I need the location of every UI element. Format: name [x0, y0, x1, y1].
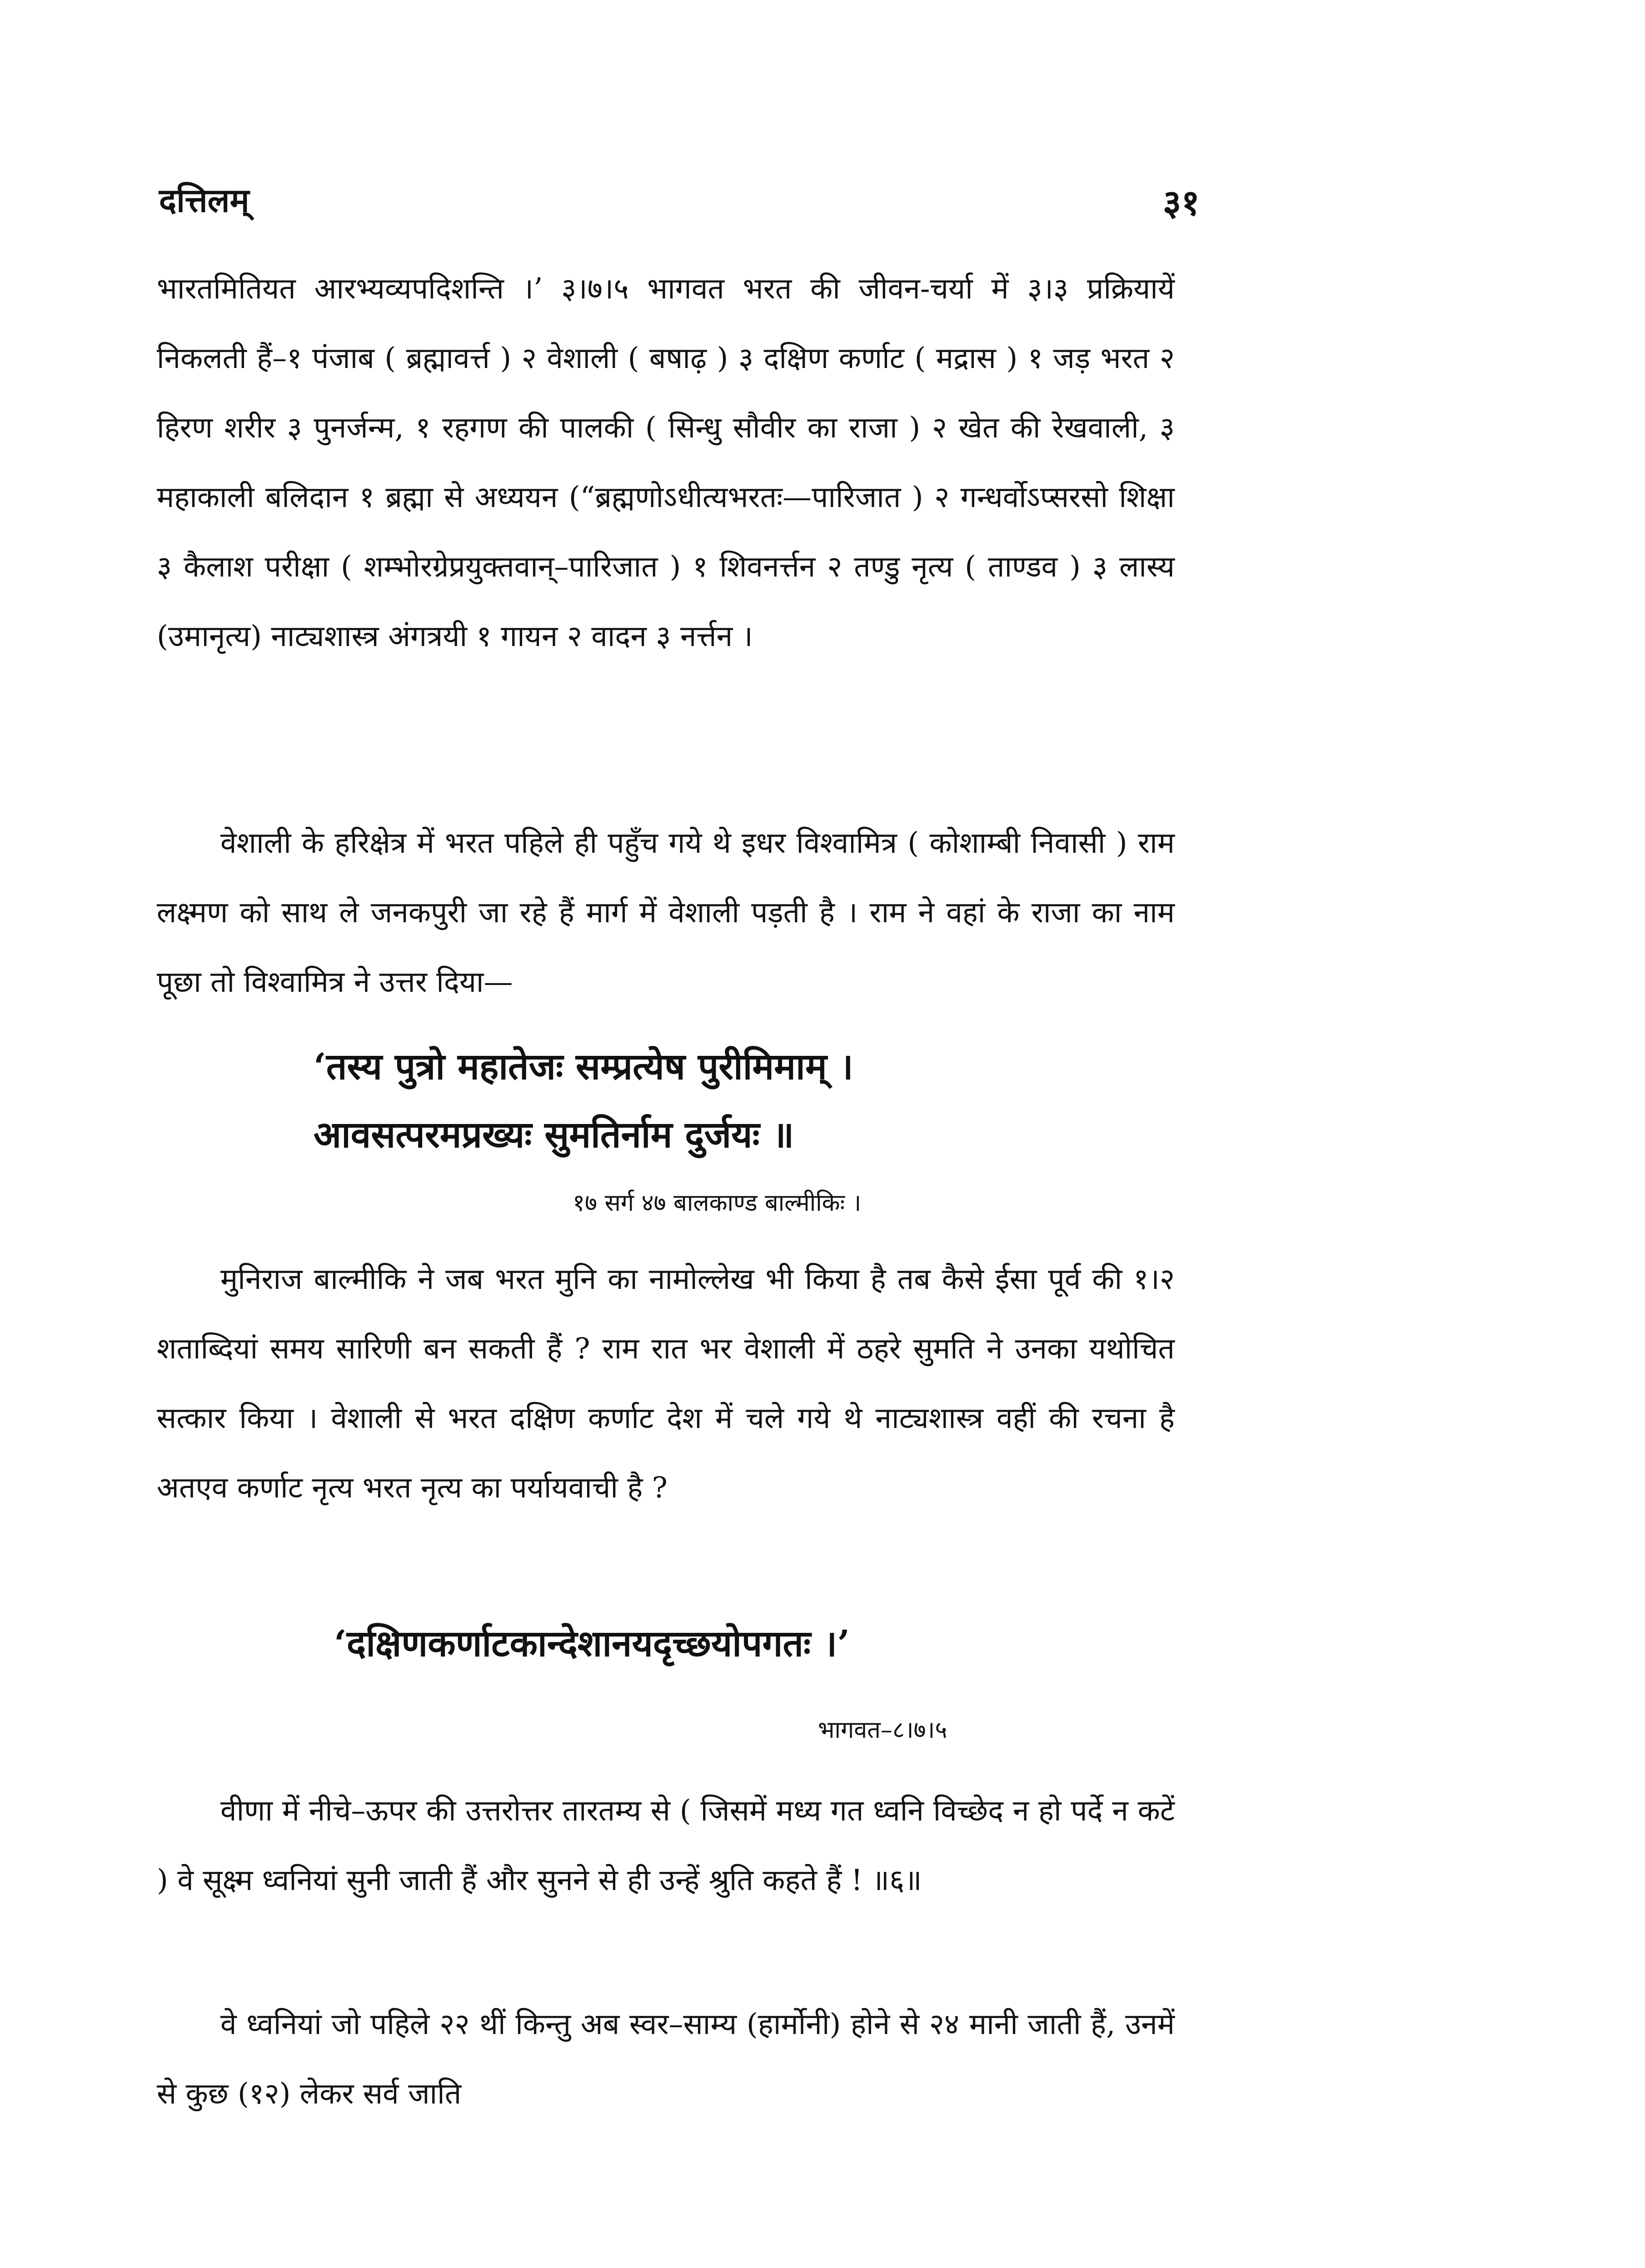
paragraph-valmiki: मुनिराज बाल्मीकि ने जब भरत मुनि का नामोल्लेख भी किया है तब कैसे ईसा पूर्व की १।२ शताब्दियां समय सारिणी बन सकती हैं ? राम रात भर वेशाली में ठहरे सुमति ने उनका यथोचित सत्कार किया । वेशाली से भरत दक्षिण कर्णाट देश में चले गये थे नाट्यशास्त्र वहीं की रचना है अतएव कर्णाट नृत्य भरत नृत्य का पर्यायवाची है ?: [157, 1263, 1175, 1505]
paragraph-vaishali: वेशाली के हरिक्षेत्र में भरत पहिले ही पहुँच गये थे इधर विश्वामित्र ( कोशाम्बी निवासी ) राम लक्ष्मण को साथ ले जनकपुरी जा रहे हैं मार्ग में वेशाली पड़ती है । राम ने वहां के राजा का नाम पूछा तो विश्वामित्र ने उत्तर दिया—: [157, 826, 1175, 999]
verse-1-line-1: ‘तस्य पुत्रो महातेजः सम्प्रत्येष पुरीमिमाम् ।: [314, 1045, 853, 1088]
verse-1-citation: १७ सर्ग ४७ बालकाण्ड बाल्मीकिः ।: [573, 1189, 862, 1217]
verse-2-line-1: ‘दक्षिणकर्णाटकान्देशानयदृच्छयोपगतः ।’: [334, 1622, 850, 1665]
verse-2-citation: भागवत–८।७।५: [818, 1716, 947, 1744]
paragraph-shruti: वे ध्वनियां जो पहिले २२ थीं किन्तु अब स्वर–साम्य (हार्मोनी) होने से २४ मानी जाती हैं, उनमें से कुछ (१२) लेकर सर्व जाति: [157, 2008, 1175, 2111]
page-header: [159, 177, 1200, 223]
page-number: ३१: [1162, 182, 1200, 224]
paragraph-bharata-life: भारतमितियत आरभ्यव्यपदिशन्ति ।’ ३।७।५ भागवत भरत की जीवन-चर्या में ३।३ प्रक्रियायें निकलती हैं–१ पंजाब ( ब्रह्मावर्त्त ) २ वेशाली ( बषाढ़ ) ३ दक्षिण कर्णाट ( मद्रास ) १ जड़ भरत २ हिरण शरीर ३ पुनर्जन्म, १ रहगण की पालकी ( सिन्धु सौवीर का राजा ) २ खेत की रेखवाली, ३ महाकाली बलिदान १ ब्रह्मा से अध्ययन (“ब्रह्मणोऽधीत्यभरतः—पारिजात ) २ गन्धर्वोऽप्सरसो शिक्षा ३ कैलाश परीक्षा ( शम्भोरग्रेप्रयुक्तवान्–पारिजात ) १ शिवनर्त्तन २ तण्डु नृत्य ( ताण्डव ) ३ लास्य (उमानृत्य) नाट्यशास्त्र अंगत्रयी १ गायन २ वादन ३ नर्त्तन ।: [157, 272, 1175, 653]
verse-1-line-2: आवसत्परमप्रख्यः सुमतिर्नाम दुर्जयः ॥: [314, 1113, 794, 1156]
running-title: दत्तिलम्: [159, 181, 249, 219]
paragraph-veena: वीणा में नीचे–ऊपर की उत्तरोत्तर तारतम्य से ( जिसमें मध्य गत ध्वनि विच्छेद न हो पर्दे न कटें ) वे सूक्ष्म ध्वनियां सुनी जाती हैं और सुनने से ही उन्हें श्रुति कहते हैं ! ॥६॥: [157, 1794, 1175, 1897]
